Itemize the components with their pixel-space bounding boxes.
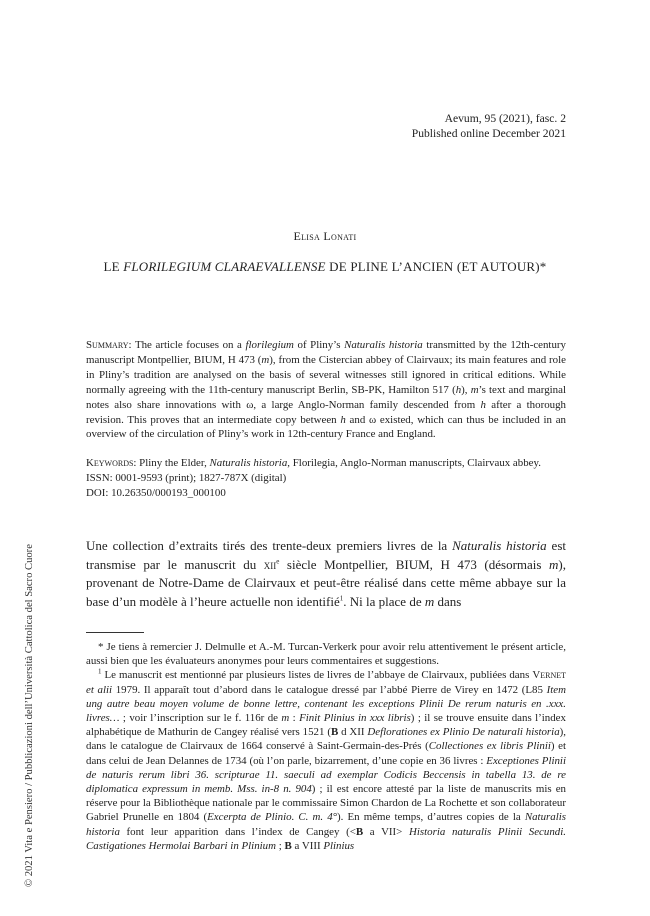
footnotes (86, 640, 566, 853)
doi-line: DOI: 10.26350/000193_000100 (86, 486, 226, 499)
summary-abstract: Summary: The article focuses on a florilegium of Pliny’s Naturalis historia transmitted by the 12th-century manuscript Montpellier, BIUM, H 473 (m), from the Cistercian abbey of Clairvaux; its main features and role in Pliny’s tradition are analysed on the basis of several witnesses still ignored in critical editions. While normally agreeing with the 11th-century manuscript Berlin, SB-PK, Hamilton 517 (h), m’s text and marginal notes also share innovations with ω, a large Anglo-Norman family descended from h after a thorough revision. This proves that an intermediate copy between h and ω existed, which can thus be included in an overview of the circulation of Pliny’s work in 12th-century France and England. (86, 339, 567, 441)
title-suffix: DE PLINE L’ANCIEN (ET AUTOUR)* (325, 259, 547, 274)
body-paragraph: Une collection d’extraits tirés des trente-deux premiers livres de la Naturalis historia est transmise par le manuscrit du xii$^e$ siècle Montpellier, BIUM, H 473 (désormais m), provenant de Notre-Dame de Clairvaux et peut-être réalisé dans cette même abbaye sur la base d’un modèle à l’heure actuelle non identifié$^1$. Ni la place de m dans (86, 538, 566, 609)
author-name: Elisa Lonati (293, 229, 357, 243)
title-prefix: LE (103, 259, 124, 274)
issn-line: ISSN: 0001-9593 (print); 1827-787X (digital) (86, 471, 287, 484)
keywords-block: Keywords: Pliny the Elder, Naturalis historia, Florilegia, Anglo-Norman manuscripts, Clairvaux abbey. ISSN: 0001-9593 (print); 1827-787X (digital) DOI: 10.26350/000193_000100 (86, 456, 566, 501)
article-title (0, 259, 650, 275)
journal-info (412, 111, 566, 141)
side-copyright: © 2021 Vita e Pensiero / Pubblicazioni dell’Università Cattolica del Sacro Cuore (24, 544, 35, 887)
footnote-divider (86, 632, 144, 633)
title-italic: FLORILEGIUM CLARAEVALLENSE (123, 259, 326, 274)
keywords-text: Pliny the Elder, Naturalis historia, Florilegia, Anglo-Norman manuscripts, Clairvaux abbey. (139, 457, 541, 469)
keywords-label: Keywords (86, 457, 134, 469)
summary-text: The article focuses on a florilegium of Pliny’s Naturalis historia transmitted by the 12th-century manuscript Montpellier, BIUM, H 473 (m), from the Cistercian abbey of Clairvaux; its main features and role in Pliny’s tradition are analysed on the basis of several witnesses still ignored in critical editions. While normally agreeing with the 11th-century manuscript Berlin, SB-PK, Hamilton 517 (h), m’s text and marginal notes also share innovations with ω, a large Anglo-Norman family descended from h after a thorough revision. This proves that an intermediate copy between h and ω existed, which can thus be included in an overview of the circulation of Pliny’s work in 12th-century France and England. (86, 339, 567, 441)
journal-published: Published online December 2021 (411, 127, 566, 140)
journal-issue: Aevum, 95 (2021), fasc. 2 (444, 112, 566, 125)
footnote-star: * Je tiens à remercier J. Delmulle et A.-M. Turcan-Verkerk pour avoir relu attentivement le présent article, aussi bien que les évaluateurs anonymes pour leurs commentaires et suggestions. (86, 641, 566, 668)
summary-label: Summary (86, 339, 129, 351)
footnote-1: $^1$ Le manuscrit est mentionné par plusieurs listes de livres de l’abbaye de Clairvaux, publiées dans Vernet et alii 1979. Il apparaît tout d’abord dans le catalogue dressé par l’abbé Pierre de Virey en 1472 (L85 Item ung autre beau moyen volume de bonne lettre, contenant les exceptions Plinii De rerum naturis en .xxx. livres… ; voir l’inscription sur le f. 116r de m : Finit Plinius in xxx libris) ; il se trouve ensuite dans l’index alphabétique de Mathurin de Cangey réalisé vers 1521 (B d XII Deflorationes ex Plinio De naturali historia), dans le catalogue de Clairvaux de 1664 conservé à Saint-Germain-des-Prés (Collectiones ex libris Plinii) et dans celui de Jean Delannes de 1734 (où l’on parle, bizarrement, d’une copie en 36 livres : Exceptiones Plinii de naturis rerum libri 36. scripturae 11. saeculi ad exemplar Codicis Beccensis in tabella 13. de re diplomatica expressum in memb. Mss. in-8 n. 904) ; il est encore attesté par la liste de manuscrits mis en réserve pour la Bibliothèque nationale par le commissaire Simon Chardon de La Rochette et son collaborateur Gabriel Prunelle en 1804 (Excerpta de Plinio. C. m. 4°). En même temps, d’autres copies de la Naturalis historia font leur apparition dans l’index de Cangey (<B a VII> Historia naturalis Plinii Secundi. Castigationes Hermolai Barbari in Plinium ; B a VIII Plinius (86, 667, 566, 852)
